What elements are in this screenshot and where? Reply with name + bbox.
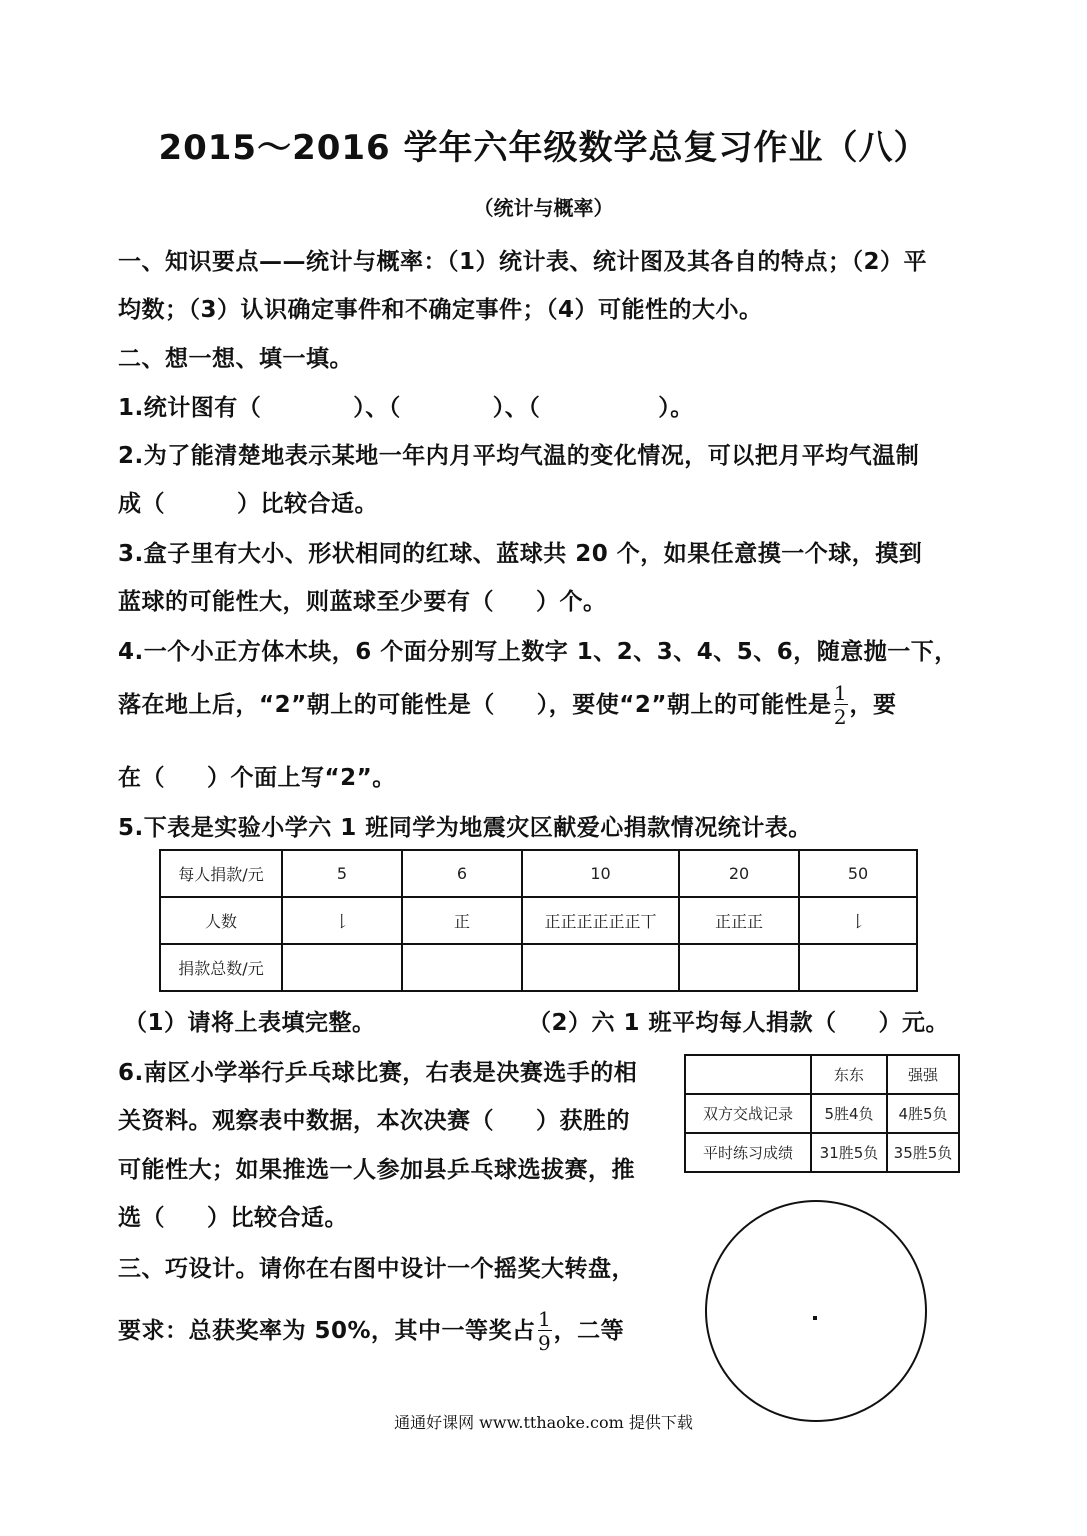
- total-cell[interactable]: [522, 944, 679, 991]
- row-label: 人数: [160, 897, 282, 944]
- q1-text-d: ）。: [658, 395, 694, 421]
- question-6-line1: 6.南区小学举行乒乓球比赛，右表是决赛选手的相: [118, 1060, 638, 1086]
- fraction-denominator: 9: [537, 1331, 552, 1355]
- fraction-one-ninth: [538, 1308, 552, 1355]
- question-2-line2: [118, 485, 378, 518]
- section3-line1: 三、巧设计。请你在右图中设计一个摇奖大转盘，: [118, 1256, 635, 1282]
- q3-text-b: ）个。: [536, 589, 607, 615]
- tally-cell: 𠄌: [799, 897, 917, 944]
- section3-text-a: 要求：总获奖率为 50%，其中一等奖占: [118, 1318, 536, 1344]
- fraction-denominator: 2: [833, 705, 848, 729]
- section1-line2: 均数；（3）认识确定事件和不确定事件；（4）可能性的大小。: [118, 297, 763, 323]
- q2-text-a: 成（: [118, 491, 165, 517]
- corner-cell: [685, 1055, 811, 1094]
- q4-text-d: 在（: [118, 765, 165, 791]
- q6-text-d: ）比较合适。: [207, 1205, 348, 1231]
- spinner-center-dot: [813, 1316, 817, 1320]
- amount-cell: 10: [522, 850, 679, 897]
- footer-credit: 通通好课网 www.tthaoke.com 提供下载: [394, 1413, 693, 1432]
- total-cell[interactable]: [282, 944, 402, 991]
- player-header: 东东: [811, 1055, 887, 1094]
- row-label: 捐款总数/元: [160, 944, 282, 991]
- q6-text-c: 选（: [118, 1205, 165, 1231]
- match-record-table: [684, 1054, 960, 1173]
- fraction-one-half: [834, 682, 848, 729]
- q2-text-b: ）比较合适。: [237, 491, 378, 517]
- amount-cell: 6: [402, 850, 522, 897]
- question-3-line2: [118, 583, 607, 616]
- question-2-line1: 2.为了能清楚地表示某地一年内月平均气温的变化情况，可以把月平均气温制: [118, 443, 920, 469]
- question-5-intro: 5.下表是实验小学六 1 班同学为地震灾区献爱心捐款情况统计表。: [118, 815, 812, 841]
- q3-text-a: 蓝球的可能性大，则蓝球至少要有（: [118, 589, 494, 615]
- section2-heading: 二、想一想、填一填。: [118, 346, 353, 372]
- section1-line1: 一、知识要点——统计与概率：（1）统计表、统计图及其各自的特点；（2）平: [118, 249, 928, 275]
- question-1: [118, 389, 694, 422]
- q1-text-b: ）、（: [353, 395, 401, 421]
- player-header: 强强: [887, 1055, 959, 1094]
- tally-cell: 正: [402, 897, 522, 944]
- tally-cell: 正正正正正正丅: [522, 897, 679, 944]
- q1-text-c: ）、（: [492, 395, 541, 421]
- section3-text-b: ，二等: [553, 1318, 625, 1344]
- question-4-line3: [118, 759, 396, 792]
- amount-cell: 20: [679, 850, 799, 897]
- q5-sub2-text-a: （2）六 1 班平均每人捐款（: [528, 1010, 837, 1036]
- row-label: 双方交战记录: [685, 1094, 811, 1133]
- total-cell[interactable]: [402, 944, 522, 991]
- record-cell: 31胜5负: [811, 1133, 887, 1172]
- q6-text-a: 关资料。观察表中数据，本次决赛（: [118, 1108, 494, 1134]
- question-3-line1: 3.盒子里有大小、形状相同的红球、蓝球共 20 个，如果任意摸一个球，摸到: [118, 541, 923, 567]
- q6-text-b: ）获胜的: [536, 1108, 630, 1134]
- tally-cell: 正正正: [679, 897, 799, 944]
- amount-cell: 5: [282, 850, 402, 897]
- q4-text-e: ）个面上写“2”。: [207, 765, 396, 791]
- record-cell: 4胜5负: [887, 1094, 959, 1133]
- record-cell: 35胜5负: [887, 1133, 959, 1172]
- question-4-line2: [118, 682, 897, 729]
- record-cell: 5胜4负: [811, 1094, 887, 1133]
- page-subtitle: （统计与概率）: [473, 196, 614, 220]
- question-6-line4: [118, 1199, 348, 1232]
- question-6-line2: [118, 1102, 630, 1135]
- total-cell[interactable]: [679, 944, 799, 991]
- q5-sub2-text-b: ）元。: [878, 1010, 950, 1036]
- q4-text-a: 落在地上后，“2”朝上的可能性是（: [118, 692, 495, 718]
- amount-cell: 50: [799, 850, 917, 897]
- page-title: 2015～2016 学年六年级数学总复习作业（八）: [158, 128, 929, 168]
- section3-line2: [118, 1308, 624, 1355]
- question-4-line1: 4.一个小正方体木块，6 个面分别写上数字 1、2、3、4、5、6，随意抛一下，: [118, 639, 958, 665]
- question-6-line3: 可能性大；如果推选一人参加县乒乓球选拔赛，推: [118, 1157, 635, 1183]
- fraction-numerator: 1: [833, 681, 848, 705]
- spinner-circle[interactable]: [705, 1200, 927, 1422]
- donation-table: [159, 849, 918, 992]
- question-5-sub2: [528, 1004, 949, 1037]
- question-5-sub1: （1）请将上表填完整。: [124, 1010, 376, 1036]
- row-label: 平时练习成绩: [685, 1133, 811, 1172]
- q4-text-c: ，要: [849, 692, 897, 718]
- row-label: 每人捐款/元: [160, 850, 282, 897]
- q1-text-a: 1.统计图有（: [118, 395, 262, 421]
- total-cell[interactable]: [799, 944, 917, 991]
- q4-text-b: ），要使“2”朝上的可能性是: [536, 692, 832, 718]
- tally-cell: 𠄌: [282, 897, 402, 944]
- fraction-numerator: 1: [537, 1307, 552, 1331]
